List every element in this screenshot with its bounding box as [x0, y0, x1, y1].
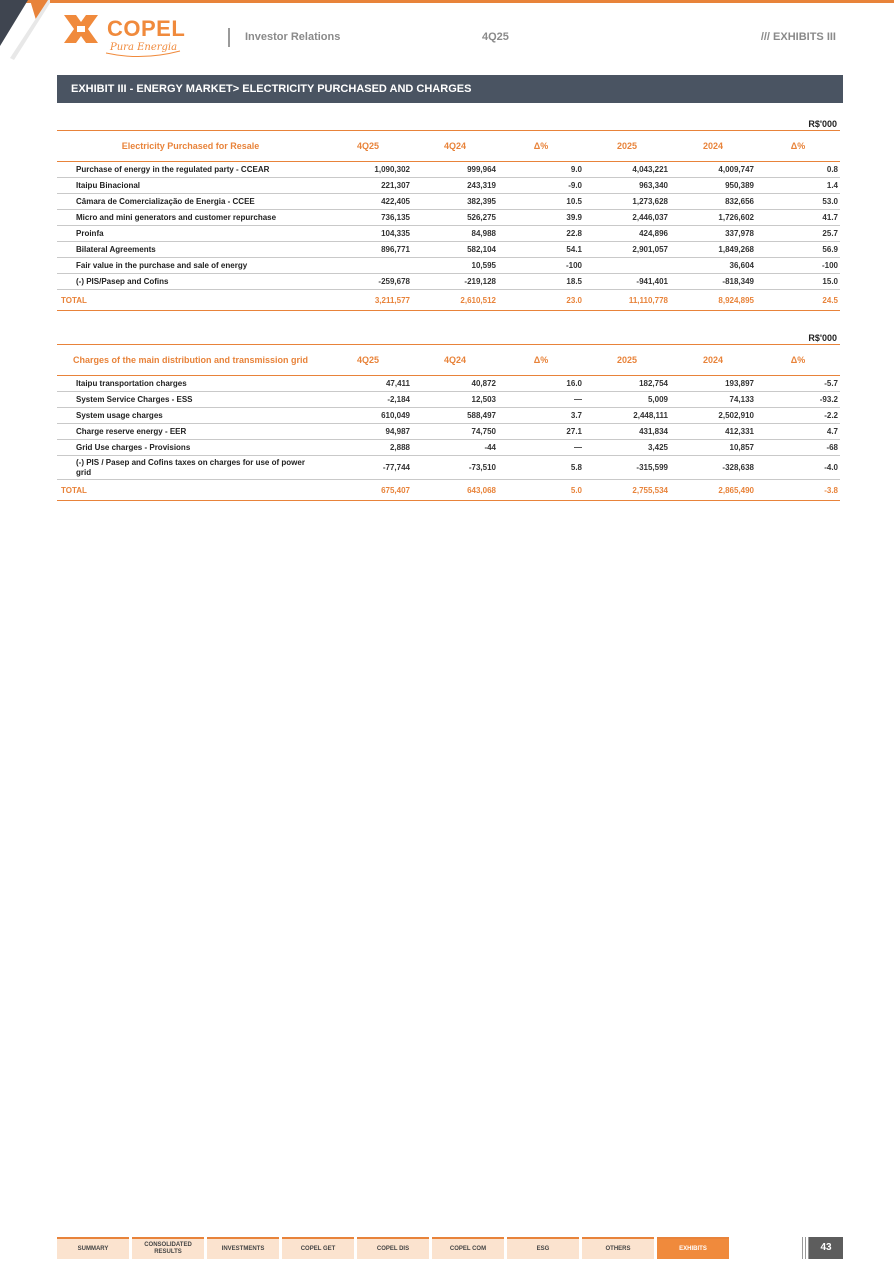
- table-cell: -9.0: [498, 178, 584, 194]
- header-quarter: 4Q25: [482, 31, 509, 43]
- table-cell: 3,425: [584, 440, 670, 456]
- table-header-row: [57, 131, 840, 162]
- table-cell: 422,405: [324, 194, 412, 210]
- table-cell: 3.7: [498, 408, 584, 424]
- table-row: [57, 424, 840, 440]
- row-label: (-) PIS/Pasep and Cofins: [57, 274, 324, 290]
- table-row: [57, 456, 840, 480]
- column-header: Charges of the main distribution and transmission grid: [57, 345, 324, 376]
- table-cell: 53.0: [756, 194, 840, 210]
- column-header: 2024: [670, 345, 756, 376]
- column-header: 2025: [584, 345, 670, 376]
- total-label: TOTAL: [57, 480, 324, 501]
- table-cell: 832,656: [670, 194, 756, 210]
- column-header: Δ%: [498, 345, 584, 376]
- column-header: 4Q25: [324, 131, 412, 162]
- column-header: Electricity Purchased for Resale: [57, 131, 324, 162]
- grid-charges-table: [57, 344, 840, 501]
- table-cell: -941,401: [584, 274, 670, 290]
- footer-tab-copel-com[interactable]: COPEL COM: [432, 1237, 504, 1259]
- table-cell: 337,978: [670, 226, 756, 242]
- header-separator: [228, 28, 230, 47]
- table-cell: 56.9: [756, 242, 840, 258]
- total-row: [57, 290, 840, 311]
- table-cell: -68: [756, 440, 840, 456]
- table-cell: 74,133: [670, 392, 756, 408]
- row-label: Micro and mini generators and customer repurchase: [57, 210, 324, 226]
- table-row: [57, 258, 840, 274]
- table-row: [57, 194, 840, 210]
- table-cell: 25.7: [756, 226, 840, 242]
- corner-decoration: [0, 0, 50, 60]
- table-cell: [324, 258, 412, 274]
- table-cell: -315,599: [584, 456, 670, 480]
- electricity-purchased-table: [57, 130, 840, 311]
- row-label: (-) PIS / Pasep and Cofins taxes on charges for use of power grid: [57, 456, 324, 480]
- row-label: Purchase of energy in the regulated party - CCEAR: [57, 162, 324, 178]
- total-cell: 2,755,534: [584, 480, 670, 501]
- table-cell: 412,331: [670, 424, 756, 440]
- table-row: [57, 274, 840, 290]
- table-cell: 41.7: [756, 210, 840, 226]
- table-row: [57, 162, 840, 178]
- table-cell: 582,104: [412, 242, 498, 258]
- table-cell: 9.0: [498, 162, 584, 178]
- table-cell: -818,349: [670, 274, 756, 290]
- table-row: [57, 210, 840, 226]
- table-cell: 431,834: [584, 424, 670, 440]
- total-cell: 643,068: [412, 480, 498, 501]
- table-cell: 22.8: [498, 226, 584, 242]
- row-label: Fair value in the purchase and sale of energy: [57, 258, 324, 274]
- table-cell: —: [498, 392, 584, 408]
- column-header: 4Q24: [412, 131, 498, 162]
- table-cell: -73,510: [412, 456, 498, 480]
- total-cell: 3,211,577: [324, 290, 412, 311]
- table-cell: 12,503: [412, 392, 498, 408]
- brand-name: COPEL: [107, 16, 186, 41]
- table-cell: 4,043,221: [584, 162, 670, 178]
- total-label: TOTAL: [57, 290, 324, 311]
- total-cell: 675,407: [324, 480, 412, 501]
- table-cell: -77,744: [324, 456, 412, 480]
- table-cell: 1,273,628: [584, 194, 670, 210]
- table-cell: 999,964: [412, 162, 498, 178]
- table-cell: 424,896: [584, 226, 670, 242]
- table-cell: -328,638: [670, 456, 756, 480]
- table-cell: -219,128: [412, 274, 498, 290]
- table-cell: 10,857: [670, 440, 756, 456]
- table-cell: 1.4: [756, 178, 840, 194]
- row-label: System Service Charges - ESS: [57, 392, 324, 408]
- table-row: [57, 376, 840, 392]
- table-cell: 5,009: [584, 392, 670, 408]
- table-cell: 1,090,302: [324, 162, 412, 178]
- total-cell: 2,865,490: [670, 480, 756, 501]
- table-cell: 896,771: [324, 242, 412, 258]
- footer-tab-exhibits[interactable]: EXHIBITS: [657, 1237, 729, 1259]
- table-cell: 193,897: [670, 376, 756, 392]
- header-exhibit: /// EXHIBITS III: [760, 31, 836, 43]
- table-cell: 1,849,268: [670, 242, 756, 258]
- total-cell: 8,924,895: [670, 290, 756, 311]
- table-cell: -4.0: [756, 456, 840, 480]
- table-cell: 736,135: [324, 210, 412, 226]
- footer-tab-esg[interactable]: ESG: [507, 1237, 579, 1259]
- table-cell: 4,009,747: [670, 162, 756, 178]
- table-cell: 15.0: [756, 274, 840, 290]
- table-cell: 526,275: [412, 210, 498, 226]
- table2-unit: R$'000: [808, 333, 837, 343]
- table-cell: 610,049: [324, 408, 412, 424]
- table-cell: 243,319: [412, 178, 498, 194]
- table-cell: 2,888: [324, 440, 412, 456]
- table-cell: 84,988: [412, 226, 498, 242]
- table-cell: 588,497: [412, 408, 498, 424]
- table-cell: 54.1: [498, 242, 584, 258]
- table-cell: 0.8: [756, 162, 840, 178]
- table-row: [57, 242, 840, 258]
- table-cell: 94,987: [324, 424, 412, 440]
- table-cell: [584, 258, 670, 274]
- column-header: 2024: [670, 131, 756, 162]
- row-label: Itaipu transportation charges: [57, 376, 324, 392]
- table-cell: 2,446,037: [584, 210, 670, 226]
- footer-tab-summary[interactable]: SUMMARY: [57, 1237, 129, 1259]
- table-cell: 5.8: [498, 456, 584, 480]
- table-cell: 27.1: [498, 424, 584, 440]
- table-cell: -100: [498, 258, 584, 274]
- table-cell: -2,184: [324, 392, 412, 408]
- total-cell: 2,610,512: [412, 290, 498, 311]
- footer-tab-investments[interactable]: INVESTMENTS: [207, 1237, 279, 1259]
- table-cell: 221,307: [324, 178, 412, 194]
- table-row: [57, 440, 840, 456]
- table-cell: 963,340: [584, 178, 670, 194]
- table-cell: -259,678: [324, 274, 412, 290]
- table-row: [57, 226, 840, 242]
- footer-tab-copel-dis[interactable]: COPEL DIS: [357, 1237, 429, 1259]
- table-cell: 36,604: [670, 258, 756, 274]
- table-cell: -2.2: [756, 408, 840, 424]
- table-cell: 182,754: [584, 376, 670, 392]
- table-cell: 18.5: [498, 274, 584, 290]
- column-header: 4Q24: [412, 345, 498, 376]
- table-cell: 950,389: [670, 178, 756, 194]
- table-row: [57, 392, 840, 408]
- footer-nav: [57, 1237, 729, 1259]
- total-row: [57, 480, 840, 501]
- table1-unit: R$'000: [808, 119, 837, 129]
- row-label: Proinfa: [57, 226, 324, 242]
- row-label: System usage charges: [57, 408, 324, 424]
- table-cell: -100: [756, 258, 840, 274]
- column-header: Δ%: [498, 131, 584, 162]
- table-row: [57, 178, 840, 194]
- exhibit-title-banner: EXHIBIT III - ENERGY MARKET> ELECTRICITY PURCHASED AND CHARGES: [57, 75, 843, 103]
- row-label: Charge reserve energy - EER: [57, 424, 324, 440]
- table-cell: -44: [412, 440, 498, 456]
- page-bars-decoration: [802, 1237, 809, 1259]
- table-cell: 1,726,602: [670, 210, 756, 226]
- column-header: 2025: [584, 131, 670, 162]
- table-cell: 4.7: [756, 424, 840, 440]
- table-cell: 16.0: [498, 376, 584, 392]
- column-header: Δ%: [756, 345, 840, 376]
- column-header: 4Q25: [324, 345, 412, 376]
- table-cell: 2,502,910: [670, 408, 756, 424]
- table-cell: -93.2: [756, 392, 840, 408]
- row-label: Câmara de Comercialização de Energia - CCEE: [57, 194, 324, 210]
- row-label: Grid Use charges - Provisions: [57, 440, 324, 456]
- total-cell: 23.0: [498, 290, 584, 311]
- table-cell: 10.5: [498, 194, 584, 210]
- table-cell: 10,595: [412, 258, 498, 274]
- row-label: Bilateral Agreements: [57, 242, 324, 258]
- brand-tagline: Pura Energia: [110, 42, 178, 53]
- row-label: Itaipu Binacional: [57, 178, 324, 194]
- table-cell: 39.9: [498, 210, 584, 226]
- header-section: Investor Relations: [245, 31, 341, 43]
- table-row: [57, 408, 840, 424]
- footer-tab-copel-get[interactable]: COPEL GET: [282, 1237, 354, 1259]
- table-cell: 40,872: [412, 376, 498, 392]
- table-cell: 2,901,057: [584, 242, 670, 258]
- top-accent-line: [0, 0, 894, 3]
- table-cell: 2,448,111: [584, 408, 670, 424]
- table-cell: 74,750: [412, 424, 498, 440]
- total-cell: 24.5: [756, 290, 840, 311]
- total-cell: 5.0: [498, 480, 584, 501]
- total-cell: -3.8: [756, 480, 840, 501]
- page-number: 43: [809, 1237, 843, 1259]
- table-cell: 47,411: [324, 376, 412, 392]
- column-header: Δ%: [756, 131, 840, 162]
- table-cell: —: [498, 440, 584, 456]
- table-cell: -5.7: [756, 376, 840, 392]
- table-header-row: [57, 345, 840, 376]
- footer-tab-others[interactable]: OTHERS: [582, 1237, 654, 1259]
- footer-tab-consolidated-results[interactable]: CONSOLIDATED RESULTS: [132, 1237, 204, 1259]
- table-cell: 104,335: [324, 226, 412, 242]
- table-cell: 382,395: [412, 194, 498, 210]
- total-cell: 11,110,778: [584, 290, 670, 311]
